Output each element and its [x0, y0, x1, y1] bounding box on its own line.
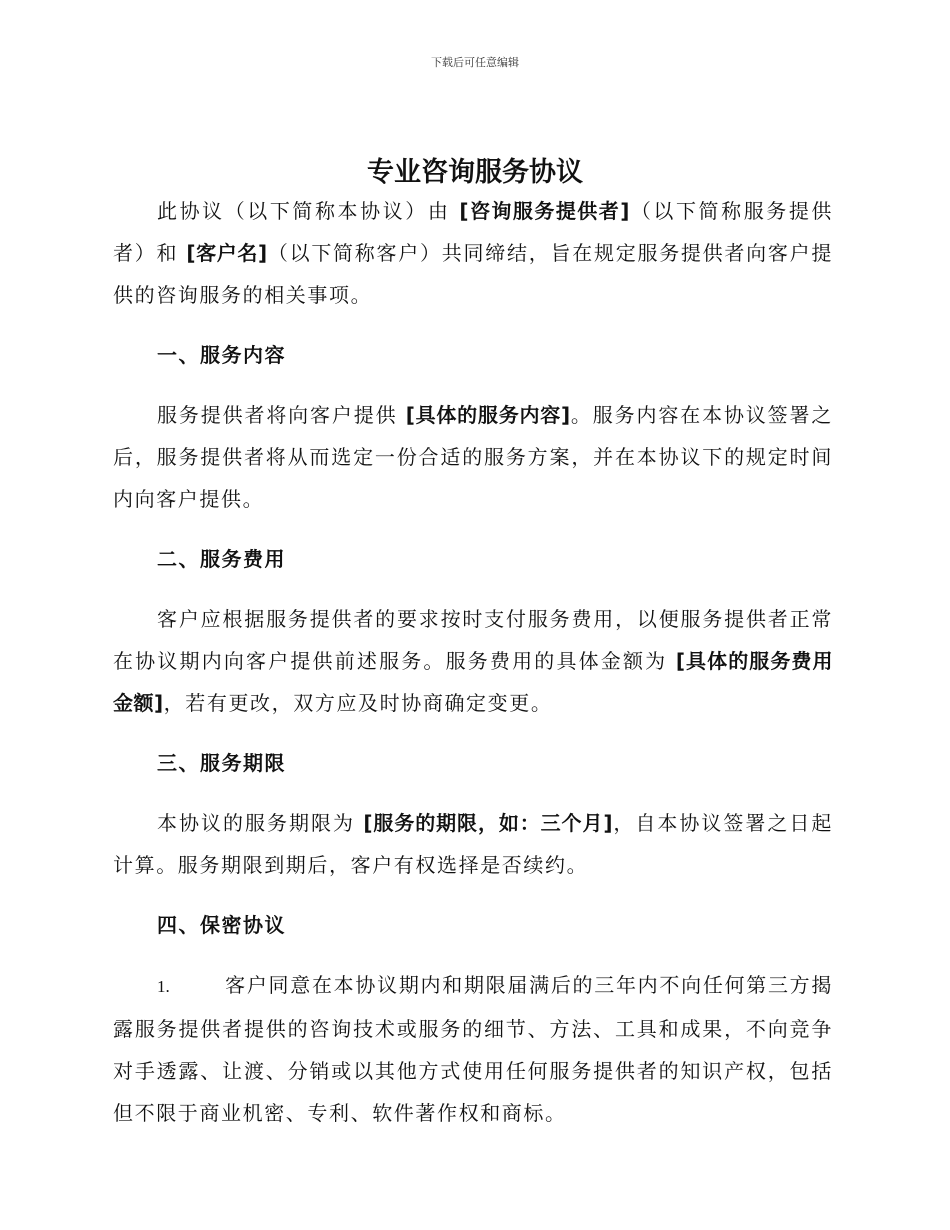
document-body	[113, 190, 833, 1134]
intro-text-2: （以下简称服务提供者）和	[113, 199, 833, 265]
intro-paragraph	[113, 190, 833, 316]
confidentiality-item-text: 客户同意在本协议期内和期限届满后的三年内不向任何第三方揭露服务提供者提供的咨询技术或服务的细节、方法、工具和成果，不向竞争对手透露、让渡、分销或以其他方式使用任何服务提供者的知识产权，包括但不限于商业机密、专利、软件著作权和商标。	[113, 973, 833, 1125]
service-content-paragraph	[113, 394, 833, 520]
service-content-placeholder: [具体的服务内容]	[405, 403, 571, 427]
section-heading-service-content: 一、服务内容	[157, 343, 286, 367]
service-term-text-1: 本协议的服务期限为	[157, 811, 364, 835]
page-header-note: 下载后可任意编辑	[431, 56, 519, 69]
intro-text-1: 此协议（以下简称本协议）由	[157, 199, 460, 223]
section-heading-service-term: 三、服务期限	[157, 751, 286, 775]
client-placeholder: [客户名]	[186, 241, 268, 265]
service-term-paragraph	[113, 802, 833, 886]
service-content-text-2: 。服务内容在本协议签署之后，服务提供者将从而选定一份合适的服务方案，并在本协议下的规定时间内向客户提供。	[113, 403, 834, 511]
service-content-text-1: 服务提供者将向客户提供	[157, 403, 406, 427]
document-title: 专业咨询服务协议	[367, 157, 583, 188]
service-term-placeholder: [服务的期限，如：三个月]	[363, 811, 613, 835]
service-term-text-2: ，自本协议签署之日起计算。服务期限到期后，客户有权选择是否续约。	[113, 811, 834, 877]
section-heading-service-fee: 二、服务费用	[157, 547, 286, 571]
item-number: 1.	[157, 977, 170, 996]
service-fee-text-2: ，若有更改，双方应及时协商确定变更。	[163, 691, 553, 715]
service-fee-paragraph	[113, 598, 833, 724]
provider-placeholder: [咨询服务提供者]	[459, 199, 630, 223]
section-heading-confidentiality: 四、保密协议	[157, 913, 286, 937]
confidentiality-item-1	[113, 964, 833, 1134]
service-fee-placeholder: [具体的服务费用金额]	[113, 649, 833, 715]
intro-text-3: （以下简称客户）共同缔结，旨在规定服务提供者向客户提供的咨询服务的相关事项。	[113, 241, 833, 307]
service-fee-text-1: 客户应根据服务提供者的要求按时支付服务费用，以便服务提供者正常在协议期内向客户提供前述服务。服务费用的具体金额为	[113, 607, 833, 673]
